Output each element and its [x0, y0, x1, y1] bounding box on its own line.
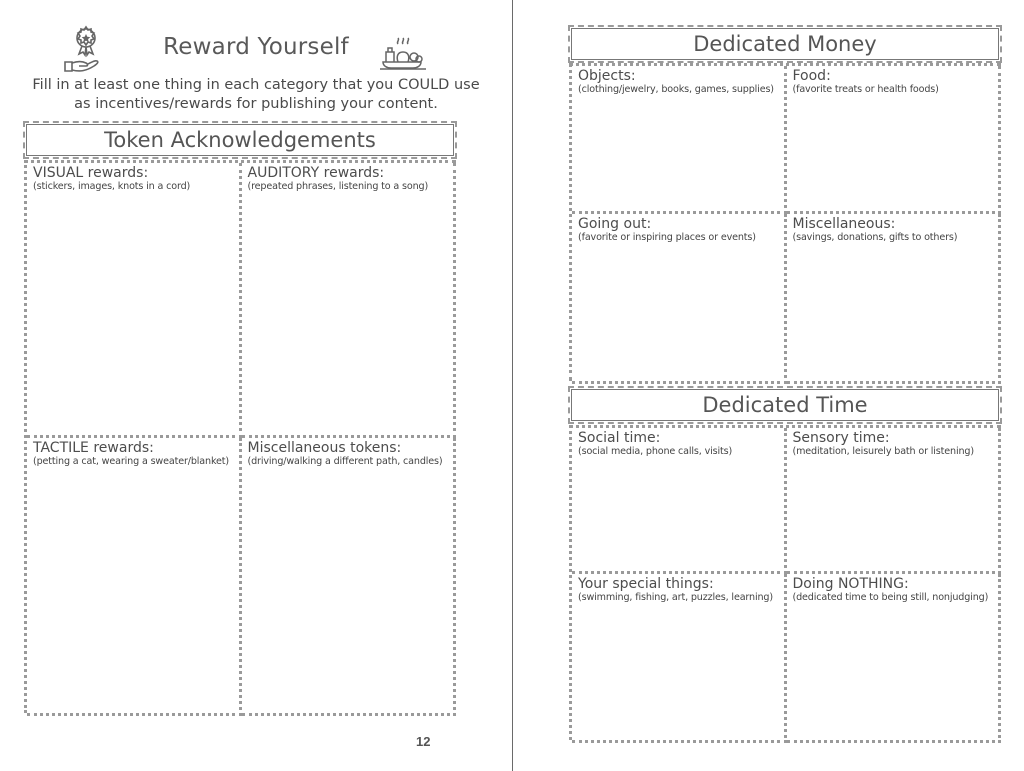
cell-hint: (driving/walking a different path, candles) [247, 456, 443, 467]
miscellaneous-tokens-field[interactable] [242, 438, 457, 716]
dedicated-time-header [571, 389, 999, 421]
cell-hint: (favorite or inspiring places or events) [578, 232, 756, 243]
miscellaneous-money-field[interactable] [787, 214, 1002, 384]
food-icon [378, 32, 428, 72]
cell-title: Miscellaneous tokens: [247, 440, 402, 456]
cell-hint: (petting a cat, wearing a sweater/blanket) [33, 456, 229, 467]
visual-rewards-field[interactable] [27, 163, 242, 438]
cell-hint: (repeated phrases, listening to a song) [247, 181, 429, 192]
cell-hint: (favorite treats or health foods) [792, 84, 939, 95]
page-title: Reward Yourself [163, 34, 349, 60]
cell-title: Sensory time: [792, 430, 890, 446]
tactile-rewards-field[interactable] [27, 438, 242, 716]
page-number: 12 [416, 734, 431, 749]
cell-title: Your special things: [578, 576, 714, 592]
cell-hint: (savings, donations, gifts to others) [792, 232, 958, 243]
sensory-time-field[interactable] [787, 428, 1002, 574]
title-row [0, 24, 512, 74]
cell-hint: (social media, phone calls, visits) [578, 446, 733, 457]
time-grid [569, 425, 1001, 740]
section-title: Dedicated Money [693, 32, 877, 56]
objects-field[interactable] [572, 66, 787, 214]
cell-hint: (meditation, leisurely bath or listening) [792, 446, 974, 457]
cell-hint: (stickers, images, knots in a cord) [33, 181, 191, 192]
special-things-field[interactable] [572, 574, 787, 743]
cell-title: Food: [792, 68, 831, 84]
cell-hint: (clothing/jewelry, books, games, supplies) [578, 84, 774, 95]
cell-hint: (dedicated time to being still, nonjudging) [792, 592, 989, 603]
cell-title: TACTILE rewards: [33, 440, 154, 456]
social-time-field[interactable] [572, 428, 787, 574]
cell-title: Objects: [578, 68, 636, 84]
section-title: Dedicated Time [702, 393, 868, 417]
token-grid [24, 160, 456, 713]
food-field[interactable] [787, 66, 1002, 214]
cell-title: AUDITORY rewards: [247, 165, 385, 181]
cell-title: Social time: [578, 430, 661, 446]
intro-instructions: Fill in at least one thing in each category that you COULD use as incentives/rewards for publishing your content. [32, 77, 480, 112]
token-acknowledgements-header [26, 124, 454, 156]
auditory-rewards-field[interactable] [242, 163, 457, 438]
cell-title: Miscellaneous: [792, 216, 896, 232]
right-page [513, 0, 1024, 771]
cell-title: VISUAL rewards: [33, 165, 149, 181]
cell-title: Going out: [578, 216, 652, 232]
dedicated-money-header [571, 28, 999, 60]
going-out-field[interactable] [572, 214, 787, 384]
cell-title: Doing NOTHING: [792, 576, 909, 592]
cell-hint: (swimming, fishing, art, puzzles, learning) [578, 592, 773, 603]
money-grid [569, 63, 1001, 381]
section-title: Token Acknowledgements [104, 128, 376, 152]
doing-nothing-field[interactable] [787, 574, 1002, 743]
